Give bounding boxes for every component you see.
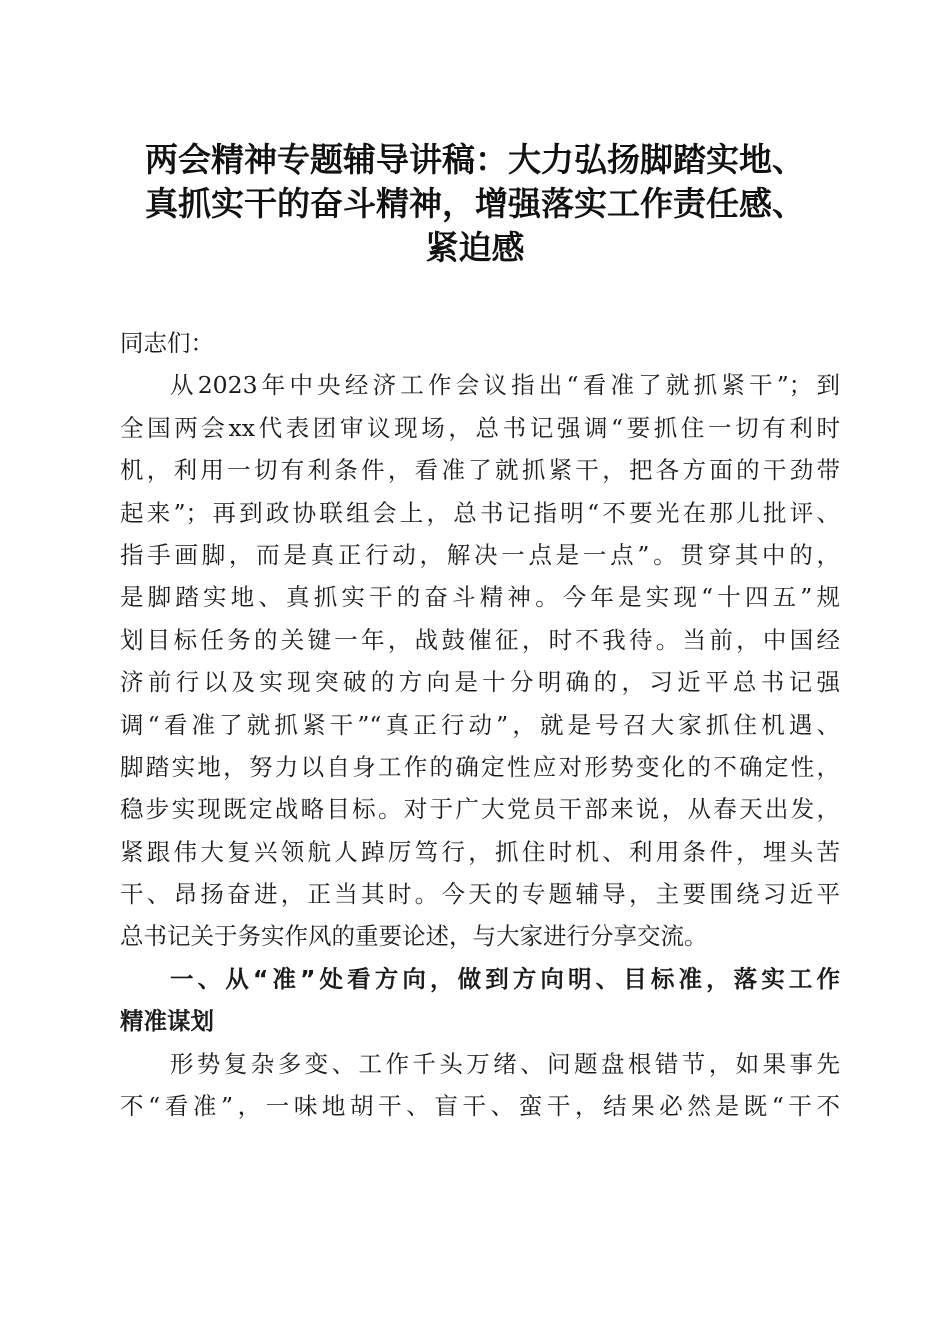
heading-line: 精准谋划 xyxy=(120,1007,214,1036)
paragraph-line: 总书记关于务实作风的重要论述，与大家进行分享交流。 xyxy=(120,922,708,951)
paragraph-line: 形势复杂多变、工作千头万绪、问题盘根错节，如果事先 xyxy=(170,1049,840,1078)
title-line-3: 紧迫感 xyxy=(425,228,525,267)
salutation: 同志们： xyxy=(120,329,214,357)
paragraph-section-one xyxy=(120,1043,840,1128)
paragraph-line: 全国两会xx代表团审议现场，总书记强调“要抓住一切有利时 xyxy=(120,413,840,442)
paragraph-line: 稳步实现既定战略目标。对于广大党员干部来说，从春天出发， xyxy=(120,795,840,824)
paragraph-intro xyxy=(120,364,840,957)
title-line-1: 两会精神专题辅导讲稿：大力弘扬脚踏实地、 xyxy=(145,140,805,179)
paragraph-line: 指手画脚，而是真正行动，解决一点是一点”。贯穿其中的， xyxy=(120,540,840,569)
paragraph-line: 是脚踏实地、真抓实干的奋斗精神。今年是实现“十四五”规 xyxy=(120,583,840,612)
document-title xyxy=(100,138,850,270)
document-body xyxy=(120,322,840,1127)
paragraph-line: 机，利用一切有利条件，看准了就抓紧干，把各方面的干劲带 xyxy=(120,456,840,485)
paragraph-line: 调“看准了就抓紧干”“真正行动”，就是号召大家抓住机遇、 xyxy=(120,710,840,739)
paragraph-line: 济前行以及实现突破的方向是十分明确的，习近平总书记强 xyxy=(120,668,840,697)
paragraph-line: 不“看准”，一味地胡干、盲干、蛮干，结果必然是既“干不 xyxy=(120,1092,840,1121)
paragraph-line: 划目标任务的关键一年，战鼓催征，时不我待。当前，中国经 xyxy=(120,625,840,654)
title-line-2: 真抓实干的奋斗精神，增强落实工作责任感、 xyxy=(145,184,805,223)
section-heading xyxy=(120,958,840,1043)
paragraph-line: 起来”；再到政协联组会上，总书记指明“不要光在那儿批评、 xyxy=(120,498,840,527)
paragraph-line: 从2023年中央经济工作会议指出“看准了就抓紧干”；到 xyxy=(170,371,840,400)
heading-line: 一、从“准”处看方向，做到方向明、目标准，落实工作 xyxy=(170,964,840,993)
paragraph-line: 紧跟伟大复兴领航人踔厉笃行，抓住时机、利用条件，埋头苦 xyxy=(120,837,840,866)
paragraph-line: 干、昂扬奋进，正当其时。今天的专题辅导，主要围绕习近平 xyxy=(120,880,840,909)
paragraph-line: 脚踏实地，努力以自身工作的确定性应对形势变化的不确定性， xyxy=(120,752,840,781)
